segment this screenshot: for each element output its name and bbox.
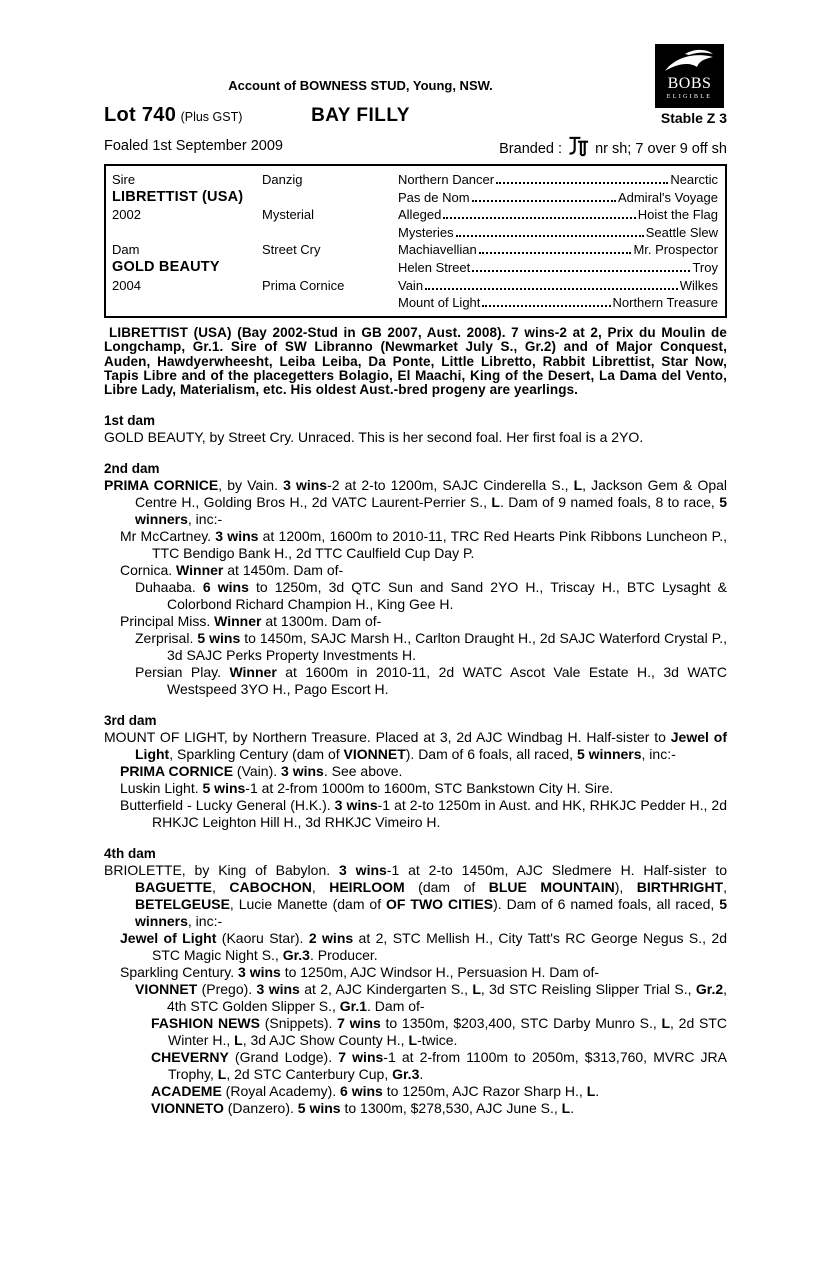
- pedigree-entry: Persian Play. Winner at 1600m in 2010-11, 2d WATC Ascot Vale Estate H., 3d WATC Westspeed 3YO H., Pago Escort H.: [135, 663, 727, 697]
- brand-mark-icon: [568, 134, 589, 158]
- bobs-logo-text: BOBS: [667, 75, 712, 92]
- pedigree-entry: MOUNT OF LIGHT, by Northern Treasure. Placed at 3, 2d AJC Windbag H. Half-sister to Jewel of Light, Sparkling Century (dam of VIONNET). Dam of 6 foals, all raced, 5 winners, inc:-: [104, 728, 727, 762]
- pedigree-grandsire: Danzig: [262, 172, 303, 187]
- pedigree-ancestor-line: [398, 171, 718, 189]
- pedigree-entry: CHEVERNY (Grand Lodge). 7 wins-1 at 2-from 1100m to 2050m, $313,760, MVRC JRA Trophy, L, 2d STC Canterbury Cup, Gr.3.: [151, 1048, 728, 1082]
- sire-summary-paragraph: LIBRETTIST (USA) (Bay 2002-Stud in GB 2007, Aust. 2008). 7 wins-2 at 2, Prix du Moulin de Longchamp, Gr.1. Sire of SW Libranno (Newmarket July S., Gr.2) and of Major Conquest, Auden, Hawdyerwheesht, Leiba Leiba, Da Ponte, Little Libretto, Rabbit Librettist, Star Now, Tapis Libre and of the placegetters Bolagio, El Maachi, King of the Desert, La Dama del Vento, Libre Lady, Materialism, etc. His oldest Aust.-bred progeny are yearlings.: [104, 324, 727, 398]
- pedigree-ancestor-line: [398, 277, 718, 295]
- ancestor-name: Pas de Nom: [398, 189, 470, 205]
- bobs-horse-icon: [655, 44, 724, 108]
- pedigree-horse-name: Dam: [112, 242, 140, 258]
- dotted-leader: [482, 305, 610, 307]
- pedigree-row: [112, 206, 718, 224]
- pedigree-entry: VIONNET (Prego). 3 wins at 2, AJC Kindergarten S., L, 3d STC Reisling Slipper Trial S., Gr.2, 4th STC Golden Slipper S., Gr.1. Dam of-: [135, 980, 728, 1014]
- ancestor-sire-name: Northern Treasure: [612, 295, 718, 311]
- dotted-leader: [425, 288, 678, 290]
- pedigree-entry: VIONNETO (Danzero). 5 wins to 1300m, $278,530, AJC June S., L.: [151, 1099, 575, 1116]
- pedigree-grandsire: Prima Cornice: [262, 277, 345, 293]
- pedigree-row: [112, 277, 718, 295]
- ancestor-name: Northern Dancer: [398, 172, 495, 187]
- dam-section: [104, 412, 727, 446]
- pedigree-entry: Mr McCartney. 3 wins at 1200m, 1600m to 2010-11, TRC Red Hearts Pink Ribbons Luncheon P., TTC Bendigo Bank H., 2d TTC Caulfield Cup Day P.: [120, 527, 727, 561]
- pedigree-horse-name: 2004: [112, 277, 141, 293]
- foaled-date: Foaled 1st September 2009: [104, 138, 283, 154]
- page-title: BAY FILLY: [311, 105, 410, 126]
- dotted-leader: [456, 235, 644, 237]
- pedigree-entry: Duhaaba. 6 wins to 1250m, 3d QTC Sun and Sand 2YO H., Triscay H., BTC Lysaght & Colorbond Richard Champion H., King Gee H.: [135, 578, 728, 612]
- dotted-leader: [472, 200, 616, 202]
- dam-section: [104, 845, 727, 1117]
- brand-description: [499, 134, 727, 158]
- pedigree-grandsire: [262, 294, 398, 312]
- pedigree-horse-name: GOLD BEAUTY: [112, 258, 220, 275]
- pedigree-ancestor-line: [398, 259, 718, 277]
- pedigree-ancestor-line: [398, 294, 718, 312]
- pedigree-entry: Sparkling Century. 3 wins to 1250m, AJC Windsor H., Persuasion H. Dam of-: [120, 963, 600, 980]
- pedigree-row: [112, 241, 718, 259]
- dam-heading: 3rd dam: [104, 712, 157, 728]
- ancestor-name: Vain: [398, 277, 424, 293]
- pedigree-horse-name: 2002: [112, 207, 141, 223]
- pedigree-entry: Zerprisal. 5 wins to 1450m, SAJC Marsh H., Carlton Draught H., 2d SAJC Waterford Crystal P., 3d SAJC Perks Property Investments H.: [135, 629, 728, 663]
- pedigree-entry: Jewel of Light (Kaoru Star). 2 wins at 2, STC Mellish H., City Tatt's RC George Negus S., 2d STC Magic Night S., Gr.3. Producer.: [120, 929, 727, 963]
- ancestor-sire-name: Wilkes: [679, 277, 718, 293]
- dotted-leader: [479, 252, 632, 254]
- ancestor-sire-name: Seattle Slew: [645, 224, 718, 240]
- ancestor-sire-name: Troy: [692, 259, 718, 275]
- lot-gst-note: (Plus GST): [180, 110, 243, 124]
- pedigree-row: [112, 171, 718, 189]
- pedigree-entry: Luskin Light. 5 wins-1 at 2-from 1000m to 1600m, STC Bankstown City H. Sire.: [120, 779, 614, 796]
- pedigree-grandsire: Street Cry: [262, 242, 321, 258]
- dam-heading: 1st dam: [104, 412, 156, 428]
- pedigree-entry: BRIOLETTE, by King of Babylon. 3 wins-1 at 2-to 1450m, AJC Sledmere H. Half-sister to BAGUETTE, CABOCHON, HEIRLOOM (dam of BLUE MOUNTAIN), BIRTHRIGHT, BETELGEUSE, Lucie Manette (dam of OF TWO CITIES). Dam of 6 named foals, all raced, 5 winners, inc:-: [104, 861, 728, 929]
- dam-heading: 4th dam: [104, 845, 156, 861]
- dam-section: [104, 712, 727, 831]
- ancestor-sire-name: Mr. Prospector: [633, 242, 718, 258]
- pedigree-entry: Butterfield - Lucky General (H.K.). 3 wins-1 at 2-to 1250m in Aust. and HK, RHKJC Pedder H., 2d RHKJC Leighton Hill H., 3d RHKJC Vimeiro H.: [120, 796, 727, 830]
- pedigree-entry: Cornica. Winner at 1450m. Dam of-: [120, 561, 344, 578]
- ancestor-sire-name: Hoist the Flag: [637, 207, 718, 223]
- dam-sections: [104, 412, 727, 1117]
- pedigree-ancestor-line: [398, 224, 718, 242]
- account-line: Account of BOWNESS STUD, Young, NSW.: [228, 78, 493, 93]
- ancestor-name: Machiavellian: [398, 242, 477, 258]
- pedigree-horse-name: [112, 294, 262, 312]
- branded-prefix: Branded :: [499, 141, 567, 157]
- dotted-leader: [443, 217, 635, 219]
- stable-number: Stable Z 3: [660, 110, 727, 126]
- bobs-logo-subtext: ELIGIBLE: [666, 93, 713, 100]
- pedigree-ancestor-line: [398, 189, 718, 207]
- pedigree-ancestor-line: [398, 206, 718, 224]
- pedigree-entry: PRIMA CORNICE (Vain). 3 wins. See above.: [120, 762, 403, 779]
- ancestor-name: Alleged: [398, 207, 442, 223]
- ancestor-name: Mount of Light: [398, 295, 481, 311]
- bobs-eligible-logo: [655, 44, 724, 108]
- pedigree-horse-name: Sire: [112, 172, 136, 187]
- pedigree-grandsire: [262, 259, 398, 277]
- pedigree-row: [112, 294, 718, 312]
- ancestor-name: Mysteries: [398, 224, 454, 240]
- pedigree-grandsire: [262, 224, 398, 242]
- pedigree-entry: ACADEME (Royal Academy). 6 wins to 1250m, AJC Razor Sharp H., L.: [151, 1082, 600, 1099]
- ancestor-sire-name: Admiral's Voyage: [617, 189, 718, 205]
- dam-section: [104, 460, 727, 698]
- pedigree-entry: GOLD BEAUTY, by Street Cry. Unraced. This is her second foal. Her first foal is a 2YO.: [104, 428, 644, 445]
- dotted-leader: [472, 270, 690, 272]
- ancestor-sire-name: Nearctic: [670, 172, 718, 187]
- body-flow: [104, 164, 727, 1117]
- pedigree-entry: FASHION NEWS (Snippets). 7 wins to 1350m, $203,400, STC Darby Munro S., L, 2d STC Winter H., L, 3d AJC Show County H., L-twice.: [151, 1014, 727, 1048]
- pedigree-grandsire: [262, 189, 398, 207]
- ancestor-name: Helen Street: [398, 259, 471, 275]
- pedigree-ancestor-line: [398, 241, 718, 259]
- pedigree-grandsire: Mysterial: [262, 207, 315, 223]
- pedigree-entry: Principal Miss. Winner at 1300m. Dam of-: [120, 612, 382, 629]
- pedigree-horse-name: [112, 224, 262, 242]
- pedigree-row: [112, 189, 718, 207]
- pedigree-table: [104, 164, 727, 318]
- pedigree-row: [112, 224, 718, 242]
- pedigree-row: [112, 259, 718, 277]
- pedigree-horse-name: LIBRETTIST (USA): [112, 188, 244, 205]
- dotted-leader: [496, 182, 668, 184]
- pedigree-entry: PRIMA CORNICE, by Vain. 3 wins-2 at 2-to 1200m, SAJC Cinderella S., L, Jackson Gem & Opal Centre H., Golding Bros H., 2d VATC Laurent-Perrier S., L. Dam of 9 named foals, 8 to race, 5 winners, inc:-: [104, 476, 728, 527]
- lot-label: Lot 740: [104, 104, 177, 126]
- branded-suffix: nr sh; 7 over 9 off sh: [591, 141, 727, 157]
- dam-heading: 2nd dam: [104, 460, 160, 476]
